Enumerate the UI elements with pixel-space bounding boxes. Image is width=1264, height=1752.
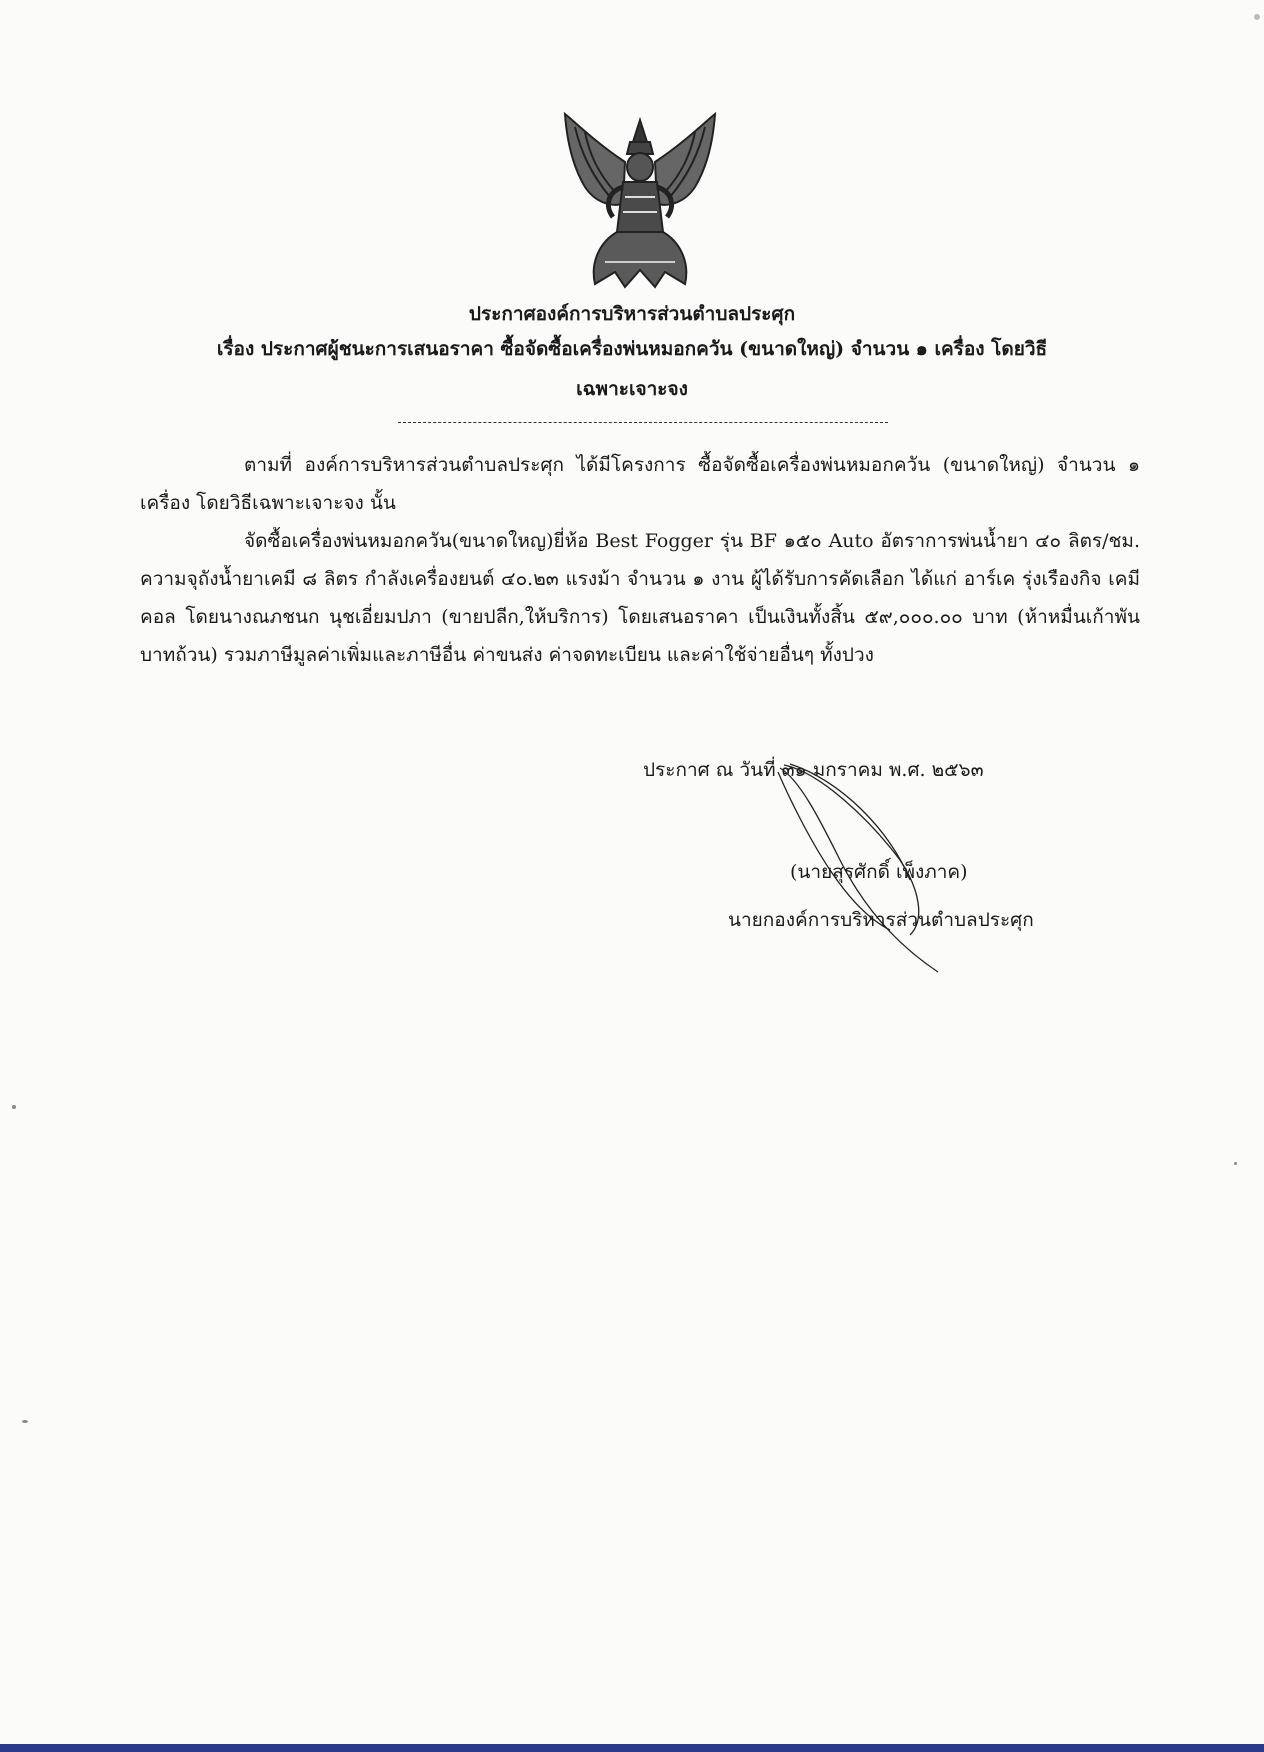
body-paragraph-1 [140, 446, 1140, 522]
scan-speck [12, 1105, 16, 1109]
header-divider [398, 422, 888, 423]
scan-speck [22, 1420, 28, 1423]
paragraph-1-text: ตามที่ องค์การบริหารส่วนตำบลประศุก ได้มีโครงการ ซื้อจัดซื้อเครื่องพ่นหมอกควัน (ขนาดใหญ่) จำนวน ๑ เครื่อง โดยวิธีเฉพาะเจาะจง นั้น [140, 454, 1140, 514]
garuda-emblem-icon [555, 112, 725, 292]
announcement-date: ประกาศ ณ วันที่ ๓๑ มกราคม พ.ศ. ๒๕๖๓ [643, 759, 984, 781]
document-subject: เรื่อง ประกาศผู้ชนะการเสนอราคา ซื้อจัดซื้อเครื่องพ่นหมอกควัน (ขนาดใหญ่) จำนวน ๑ เครื่อง โดยวิธี [216, 338, 1048, 360]
scan-bottom-strip [0, 1744, 1264, 1752]
signer-position: นายกองค์การบริหารส่วนตำบลประศุก [728, 909, 1034, 931]
document-subject-continued: เฉพาะเจาะจง [576, 378, 688, 400]
scan-speck [1234, 1162, 1237, 1165]
document-title: ประกาศองค์การบริหารส่วนตำบลประศุก [468, 303, 796, 325]
body-paragraph-2 [140, 522, 1140, 674]
paragraph-2-text: จัดซื้อเครื่องพ่นหมอกควัน(ขนาดใหญ)ยี่ห้อ Best Fogger รุ่น BF ๑๕๐ Auto อัตราการพ่นน้ำยา ๔๐ ลิตร/ชม. ความจุถังน้ำยาเคมี ๘ ลิตร กำลังเครื่องยนต์ ๔๐.๒๓ แรงม้า จำนวน ๑ งาน ผู้ได้รับการคัดเลือก ได้แก่ อาร์เค รุ่งเรืองกิจ เคมีคอล โดยนางณภชนก นุชเอี่ยมปภา (ขายปลีก,ให้บริการ) โดยเสนอราคา เป็นเงินทั้งสิ้น ๕๙,๐๐๐.๐๐ บาท (ห้าหมื่นเก้าพันบาทถ้วน) รวมภาษีมูลค่าเพิ่มและภาษีอื่น ค่าขนส่ง ค่าจดทะเบียน และค่าใช้จ่ายอื่นๆ ทั้งปวง [140, 530, 1140, 666]
signer-name: (นายสุรศักดิ์ เพ็งภาค) [790, 861, 968, 883]
scan-speck [1254, 14, 1260, 20]
